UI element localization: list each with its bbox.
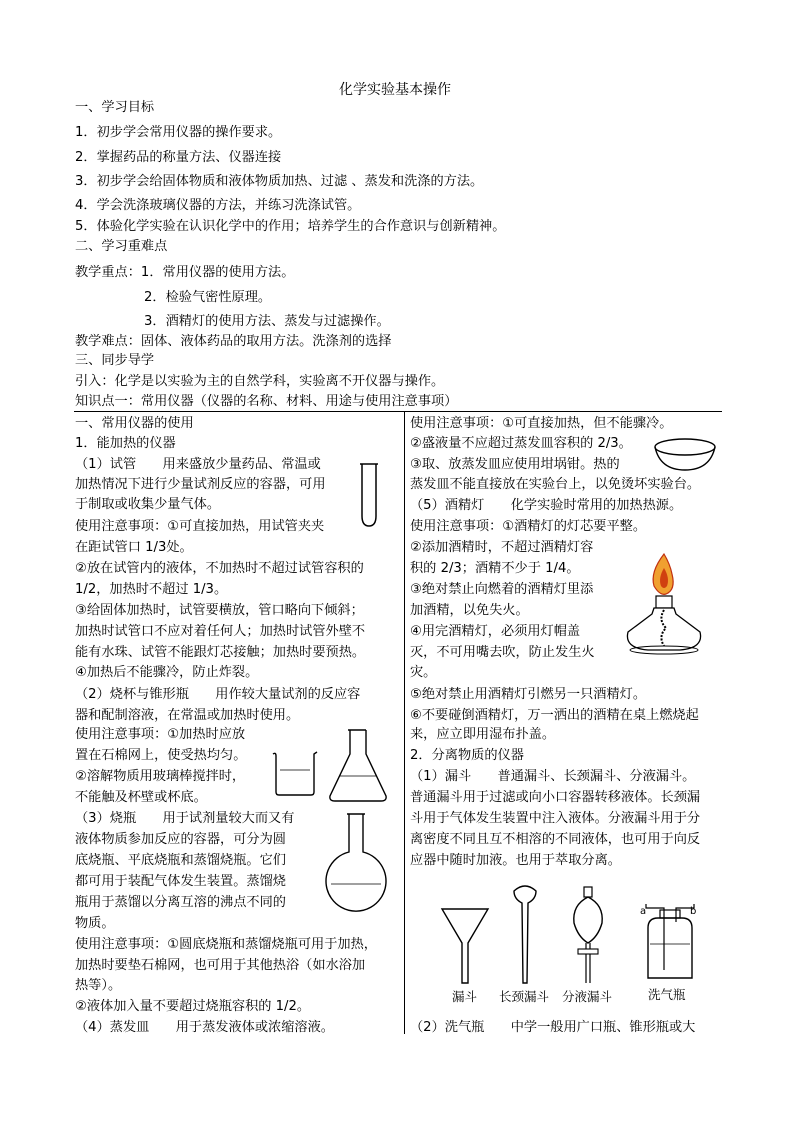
left-text-line: 器和配制溶液，在常温或加热时使用。 (75, 708, 300, 723)
left-text-line: 液体物质参加反应的容器，可分为圆 (75, 832, 286, 847)
section-heading: 一、学习目标 (75, 100, 155, 115)
port-label-b: b (690, 906, 697, 917)
left-text-line: 都可用于装配气体发生装置。蒸馏烧 (75, 874, 286, 889)
right-text-line: 加酒精，以免失火。 (410, 603, 529, 618)
left-text-line: ③给固体加热时，试管要横放，管口略向下倾斜； (75, 603, 364, 618)
column-divider (404, 412, 405, 1034)
objective-line: 3．初步学会给固体物质和液体物质加热、过滤 、蒸发和洗涤的方法。 (75, 174, 484, 189)
left-text-line: 热等）。 (75, 978, 122, 993)
right-text-line: 蒸发皿不能直接放在实验台上，以免烫坏实验台。 (410, 477, 701, 492)
left-text-line: 底烧瓶、平底烧瓶和蒸馏烧瓶。它们 (75, 853, 286, 868)
left-text-line: 能有水珠、试管不能跟灯芯接触；加热时要预热。 (75, 645, 366, 660)
left-text-line: （2）烧杯与锥形瓶 用作较大量试剂的反应容 (75, 687, 361, 702)
left-text-line: 1/2，加热时不超过 1/3。 (75, 582, 228, 597)
right-text-line: 使用注意事项：①可直接加热，但不能骤冷。 (410, 416, 673, 431)
beaker-figure (270, 748, 320, 798)
evaporating-dish-figure (652, 436, 718, 476)
right-text-line: ④用完酒精灯，必须用灯帽盖 (410, 624, 581, 639)
left-text-line: 加热情况下进行少量试剂反应的容器，可用 (75, 477, 326, 492)
left-text-line: ④加热后不能骤冷，防止炸裂。 (75, 665, 259, 680)
conical-flask-figure (326, 726, 390, 804)
objective-line: 2．掌握药品的称量方法、仪器连接 (75, 150, 282, 165)
objective-line: 1．初步学会常用仪器的操作要求。 (75, 125, 282, 140)
round-flask-figure (323, 810, 391, 920)
right-text-line: （1）漏斗 普通漏斗、长颈漏斗、分液漏斗。 (410, 769, 696, 784)
key-point-line: 2．检验气密性原理。 (144, 290, 272, 305)
section-divider-line (74, 411, 722, 412)
left-text-line: 瓶用于蒸馏以分离互溶的沸点不同的 (75, 895, 286, 910)
right-text-line: ③取、放蒸发皿应使用坩埚钳。热的 (410, 457, 620, 472)
right-text-line: 应器中随时加液。也用于萃取分离。 (410, 853, 621, 868)
intro-line: 引入：化学是以实验为主的自然学科，实验离不开仪器与操作。 (75, 374, 445, 389)
left-text-line: （1）试管 用来盛放少量药品、常温或 (75, 457, 321, 472)
right-text-line: 2．分离物质的仪器 (410, 748, 524, 763)
left-text-line: ②溶解物质用玻璃棒搅拌时， (75, 769, 246, 784)
left-text-line: 使用注意事项：①圆底烧瓶和蒸馏烧瓶可用于加热， (75, 937, 377, 952)
left-text-line: 物质。 (75, 916, 115, 931)
right-text-line: 斗用于气体发生装置中注入液体。分液漏斗用于分 (410, 811, 701, 826)
left-text-line: 1．能加热的仪器 (75, 436, 176, 451)
objective-line: 4．学会洗涤玻璃仪器的方法，并练习洗涤试管。 (75, 198, 361, 213)
left-text-line: 一、常用仪器的使用 (75, 416, 194, 431)
left-text-line: 于制取或收集少量气体。 (75, 497, 221, 512)
separatory-funnel-caption: 分液漏斗 (562, 989, 613, 1004)
gas-washing-bottle-caption: 洗气瓶 (648, 987, 686, 1002)
right-text-line: ②盛液量不应超过蒸发皿容积的 2/3。 (410, 436, 632, 451)
left-text-line: （4）蒸发皿 用于蒸发液体或浓缩溶液。 (75, 1020, 334, 1035)
left-text-line: 加热时要垫石棉网，也可用于其他热浴（如水浴加 (75, 958, 366, 973)
long-neck-funnel-caption: 长颈漏斗 (499, 989, 550, 1004)
right-text-line: （5）酒精灯 化学实验时常用的加热热源。 (410, 498, 683, 513)
right-text-line: ②添加酒精时，不超过酒精灯容 (410, 540, 594, 555)
page-title: 化学实验基本操作 (339, 82, 451, 98)
right-text-line: 灭，不可用嘴去吹，防止发生火 (410, 645, 595, 660)
right-text-line: 离密度不同且互不相溶的不同液体，也可用于向反 (410, 832, 701, 847)
right-text-line: 灾。 (410, 665, 437, 680)
left-text-line: （3）烧瓶 用于试剂量较大而又有 (75, 811, 295, 826)
section-heading: 二、学习重难点 (75, 239, 168, 254)
left-text-line: 在距试管口 1/3处。 (75, 540, 193, 555)
right-text-line: ③绝对禁止向燃着的酒精灯里添 (410, 582, 594, 597)
right-text-line: 来，应立即用湿布扑盖。 (410, 727, 556, 742)
left-text-line: 加热时试管口不应对着任何人；加热时试管外壁不 (75, 624, 366, 639)
difficulty-line: 教学难点：固体、液体药品的取用方法。洗涤剂的选择 (75, 334, 392, 349)
key-point-line: 3．酒精灯的使用方法、蒸发与过滤操作。 (144, 314, 390, 329)
right-text-line: 普通漏斗用于过滤或向小口容器转移液体。长颈漏 (410, 790, 701, 805)
right-text-line: 积的 2/3；酒精不少于 1/4。 (410, 561, 580, 576)
test-tube-figure (358, 462, 380, 528)
objective-line: 5．体验化学实验在认识化学中的作用；培养学生的合作意识与创新精神。 (75, 219, 506, 234)
section-heading: 三、同步导学 (75, 353, 155, 368)
key-point-line: 教学重点：1．常用仪器的使用方法。 (75, 265, 295, 280)
right-text-line: （2）洗气瓶 中学一般用广口瓶、锥形瓶或大 (410, 1020, 696, 1035)
separatory-funnel-figure (568, 885, 608, 985)
left-text-line: ②放在试管内的液体，不加热时不超过试管容积的 (75, 561, 364, 576)
left-text-line: 使用注意事项：①加热时应放 (75, 727, 246, 742)
alcohol-lamp-figure (620, 550, 710, 660)
left-text-line: 使用注意事项：①可直接加热，用试管夹夹 (75, 519, 325, 534)
funnel-caption: 漏斗 (452, 989, 478, 1004)
port-label-a: a (640, 906, 647, 917)
long-neck-funnel-figure (510, 885, 540, 985)
right-text-line: 使用注意事项：①酒精灯的灯芯要平整。 (410, 519, 647, 534)
left-text-line: ②液体加入量不要超过烧瓶容积的 1/2。 (75, 999, 311, 1014)
left-text-line: 置在石棉网上，使受热均匀。 (75, 748, 247, 763)
knowledge-point-line: 知识点一：常用仪器（仪器的名称、材料、用途与使用注意事项） (75, 394, 458, 409)
right-text-line: ⑥不要碰倒酒精灯，万一洒出的酒精在桌上燃烧起 (410, 708, 699, 723)
left-text-line: 不能触及杯壁或杯底。 (75, 790, 207, 805)
funnel-figure (440, 905, 490, 985)
right-text-line: ⑤绝对禁止用酒精灯引燃另一只酒精灯。 (410, 687, 647, 702)
